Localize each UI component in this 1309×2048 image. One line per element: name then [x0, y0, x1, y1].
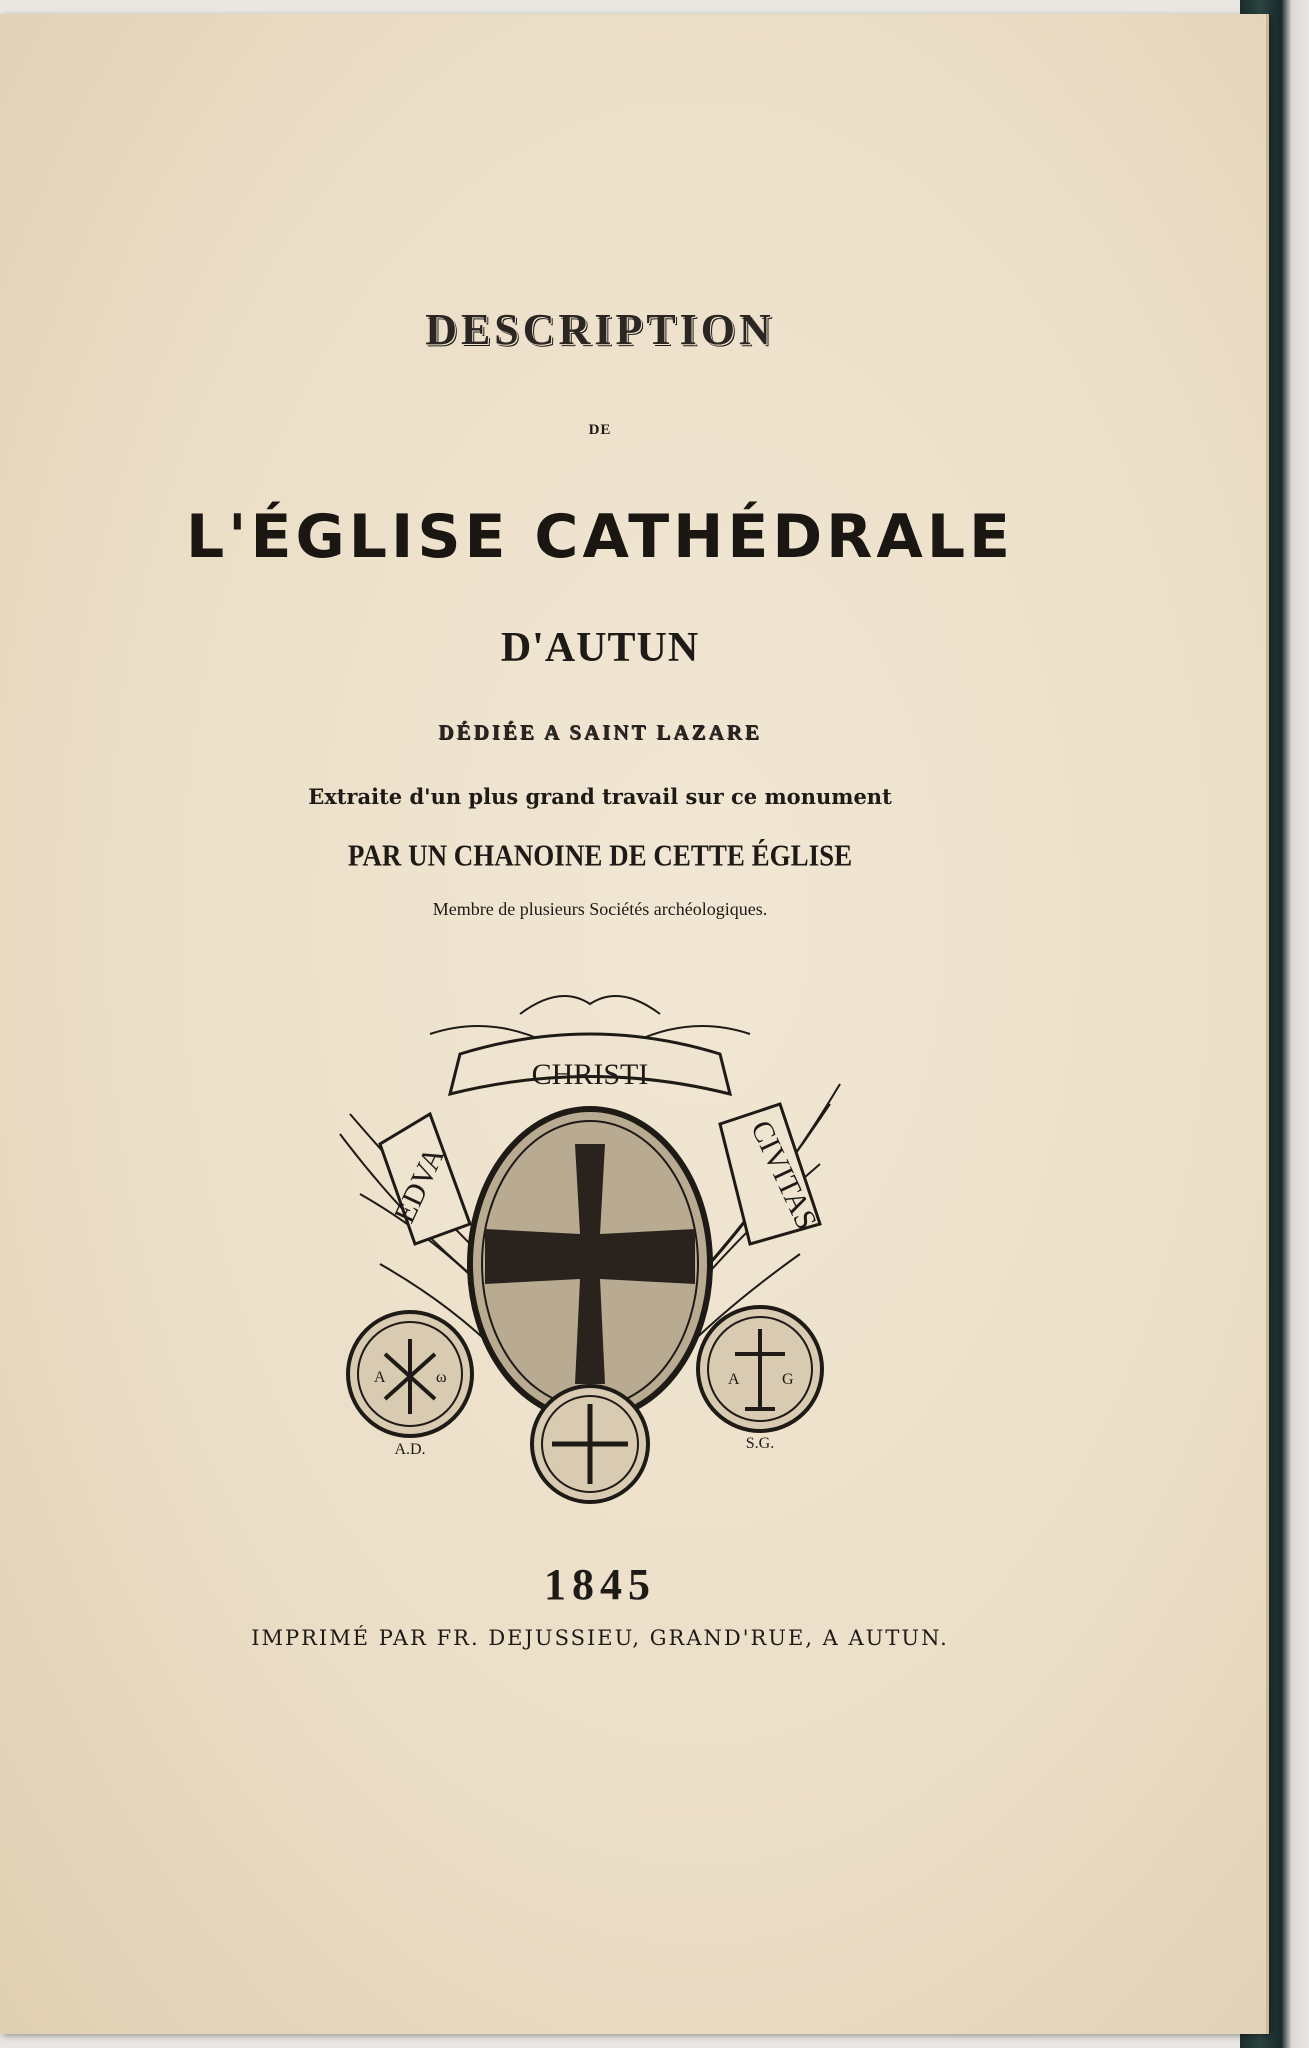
extract-note: Extraite d'un plus grand travail sur ce monument [308, 784, 892, 809]
coin-left-chi-rho-icon [348, 1312, 472, 1458]
title-line-description: DESCRIPTION [425, 305, 775, 354]
membership-line: Membre de plusieurs Sociétés archéologiques. [432, 899, 768, 919]
title-main: L'ÉGLISE CATHÉDRALE [185, 502, 1015, 572]
coin-right-caption: S.G. [745, 1435, 775, 1452]
coin-right-tau-icon [698, 1307, 822, 1452]
publication-year: 1845 [544, 1560, 656, 1609]
coin-left-caption: A.D. [394, 1441, 426, 1458]
banner-top-text: CHRISTI [531, 1058, 649, 1091]
title-place: D'AUTUN [500, 625, 700, 671]
svg-text:A: A [728, 1371, 740, 1388]
emblem-illustration [320, 974, 860, 1534]
coin-bottom-cross-icon [532, 1386, 648, 1502]
title-page [0, 14, 1269, 2034]
imprint-line: IMPRIMÉ PAR FR. DEJUSSIEU, GRAND'RUE, A AUTUN. [251, 1626, 949, 1650]
banner-left [380, 1114, 470, 1244]
dedication: DÉDIÉE A SAINT LAZARE [438, 720, 762, 744]
svg-text:G: G [782, 1371, 794, 1388]
banner-left-text: EDVA [387, 1142, 452, 1228]
svg-text:A: A [374, 1369, 386, 1386]
title-line-de: DE [588, 422, 612, 438]
banner-top [450, 1034, 730, 1094]
svg-text:ω: ω [436, 1369, 447, 1386]
author-line: PAR UN CHANOINE DE CETTE ÉGLISE [347, 837, 853, 873]
banner-right-text: CIVITAS [744, 1115, 824, 1235]
cross-shield-icon [470, 1109, 710, 1419]
